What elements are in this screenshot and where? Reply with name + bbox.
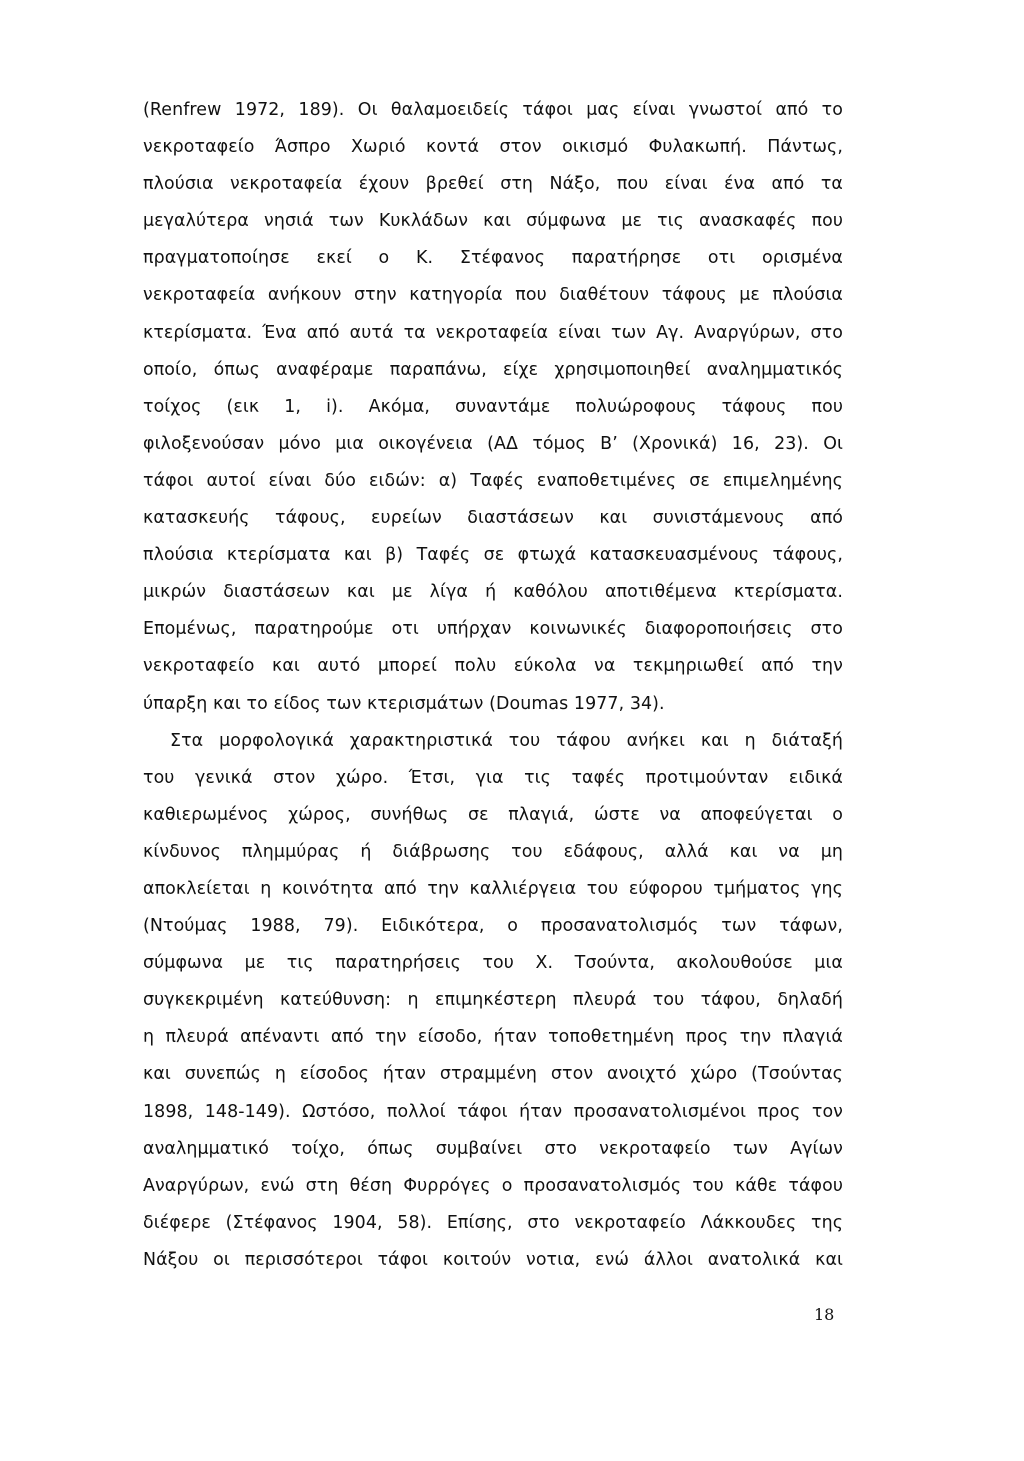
text-line: (Renfrew 1972, 189). Οι θαλαμοειδείς τάφοι μας είναι γνωστοί από το: [143, 100, 843, 120]
text-line: πλούσια νεκροταφεία έχουν βρεθεί στη Νάξο, που είναι ένα από τα: [143, 174, 843, 195]
text-line: και συνεπώς η είσοδος ήταν στραμμένη στον ανοιχτό χώρο (Τσούντας: [143, 1064, 843, 1085]
text-line: (Ντούμας 1988, 79). Ειδικότερα, ο προσανατολισμός των τάφων,: [143, 916, 843, 937]
text-line: σύμφωνα με τις παρατηρήσεις του Χ. Τσούντα, ακολουθούσε μια: [143, 953, 843, 974]
text-line: Αναργύρων, ενώ στη θέση Φυρρόγες ο προσανατολισμός του κάθε τάφου: [143, 1175, 843, 1196]
text-line: Επομένως, παρατηρούμε οτι υπήρχαν κοινωνικές διαφοροποιήσεις στο: [143, 619, 843, 640]
text-line: κίνδυνος πλημμύρας ή διάβρωσης του εδάφους, αλλά και να μη: [143, 841, 843, 862]
text-line: διέφερε (Στέφανος 1904, 58). Επίσης, στο νεκροταφείο Λάκκουδες της: [143, 1212, 843, 1233]
text-line: οποίο, όπως αναφέραμε παραπάνω, είχε χρησιμοποιηθεί αναλημματικός: [143, 359, 843, 380]
text-line: ύπαρξη και το είδος των κτερισμάτων (Doumas 1977, 34).: [143, 693, 665, 714]
text-line: πλούσια κτερίσματα και β) Ταφές σε φτωχά κατασκευασμένους τάφους,: [143, 545, 843, 566]
text-line: Στα μορφολογικά χαρακτηριστικά του τάφου ανήκει και η διάταξή: [170, 730, 843, 751]
text-line: νεκροταφείο Άσπρο Χωριό κοντά στον οικισμό Φυλακωπή. Πάντως,: [143, 137, 843, 158]
text-line: φιλοξενούσαν μόνο μια οικογένεια (ΑΔ τόμος Β’ (Χρονικά) 16, 23). Οι: [143, 433, 843, 454]
text-line: αναλημματικό τοίχο, όπως συμβαίνει στο νεκροταφείο των Αγίων: [143, 1138, 843, 1159]
page-number: 18: [814, 1305, 835, 1324]
text-line: κτερίσματα. Ένα από αυτά τα νεκροταφεία είναι των Αγ. Αναργύρων, στο: [143, 322, 843, 343]
text-line: μικρών διαστάσεων και με λίγα ή καθόλου αποτιθέμενα κτερίσματα.: [143, 582, 843, 603]
text-line: η πλευρά απέναντι από την είσοδο, ήταν τοποθετημένη προς την πλαγιά: [143, 1027, 843, 1048]
text-line: κατασκευής τάφους, ευρείων διαστάσεων και συνιστάμενους από: [143, 508, 843, 529]
text-line: Νάξου οι περισσότεροι τάφοι κοιτούν νοτια, ενώ άλλοι ανατολικά και: [143, 1249, 843, 1270]
text-line: του γενικά στον χώρο. Έτσι, για τις ταφές προτιμούνταν ειδικά: [143, 767, 843, 788]
text-line: τάφοι αυτοί είναι δύο ειδών: α) Ταφές εναποθετιμένες σε επιμελημένης: [143, 470, 843, 491]
text-line: 1898, 148-149). Ωστόσο, πολλοί τάφοι ήταν προσανατολισμένοι προς τον: [143, 1101, 843, 1122]
text-line: καθιερωμένος χώρος, συνήθως σε πλαγιά, ώστε να αποφεύγεται ο: [143, 804, 843, 825]
text-line: μεγαλύτερα νησιά των Κυκλάδων και σύμφωνα με τις ανασκαφές που: [143, 211, 843, 232]
text-line: αποκλείεται η κοινότητα από την καλλιέργεια του εύφορου τμήματος γης: [143, 878, 843, 899]
text-line: νεκροταφείο και αυτό μπορεί πολυ εύκολα να τεκμηριωθεί από την: [143, 656, 843, 677]
text-line: πραγματοποίησε εκεί ο Κ. Στέφανος παρατήρησε οτι ορισμένα: [143, 248, 843, 269]
text-line: συγκεκριμένη κατεύθυνση: η επιμηκέστερη πλευρά του τάφου, δηλαδή: [143, 990, 843, 1011]
body-text: [143, 92, 843, 1279]
text-line: τοίχος (εικ 1, i). Ακόμα, συναντάμε πολυώροφους τάφους που: [143, 396, 843, 417]
text-line: νεκροταφεία ανήκουν στην κατηγορία που διαθέτουν τάφους με πλούσια: [143, 285, 843, 306]
